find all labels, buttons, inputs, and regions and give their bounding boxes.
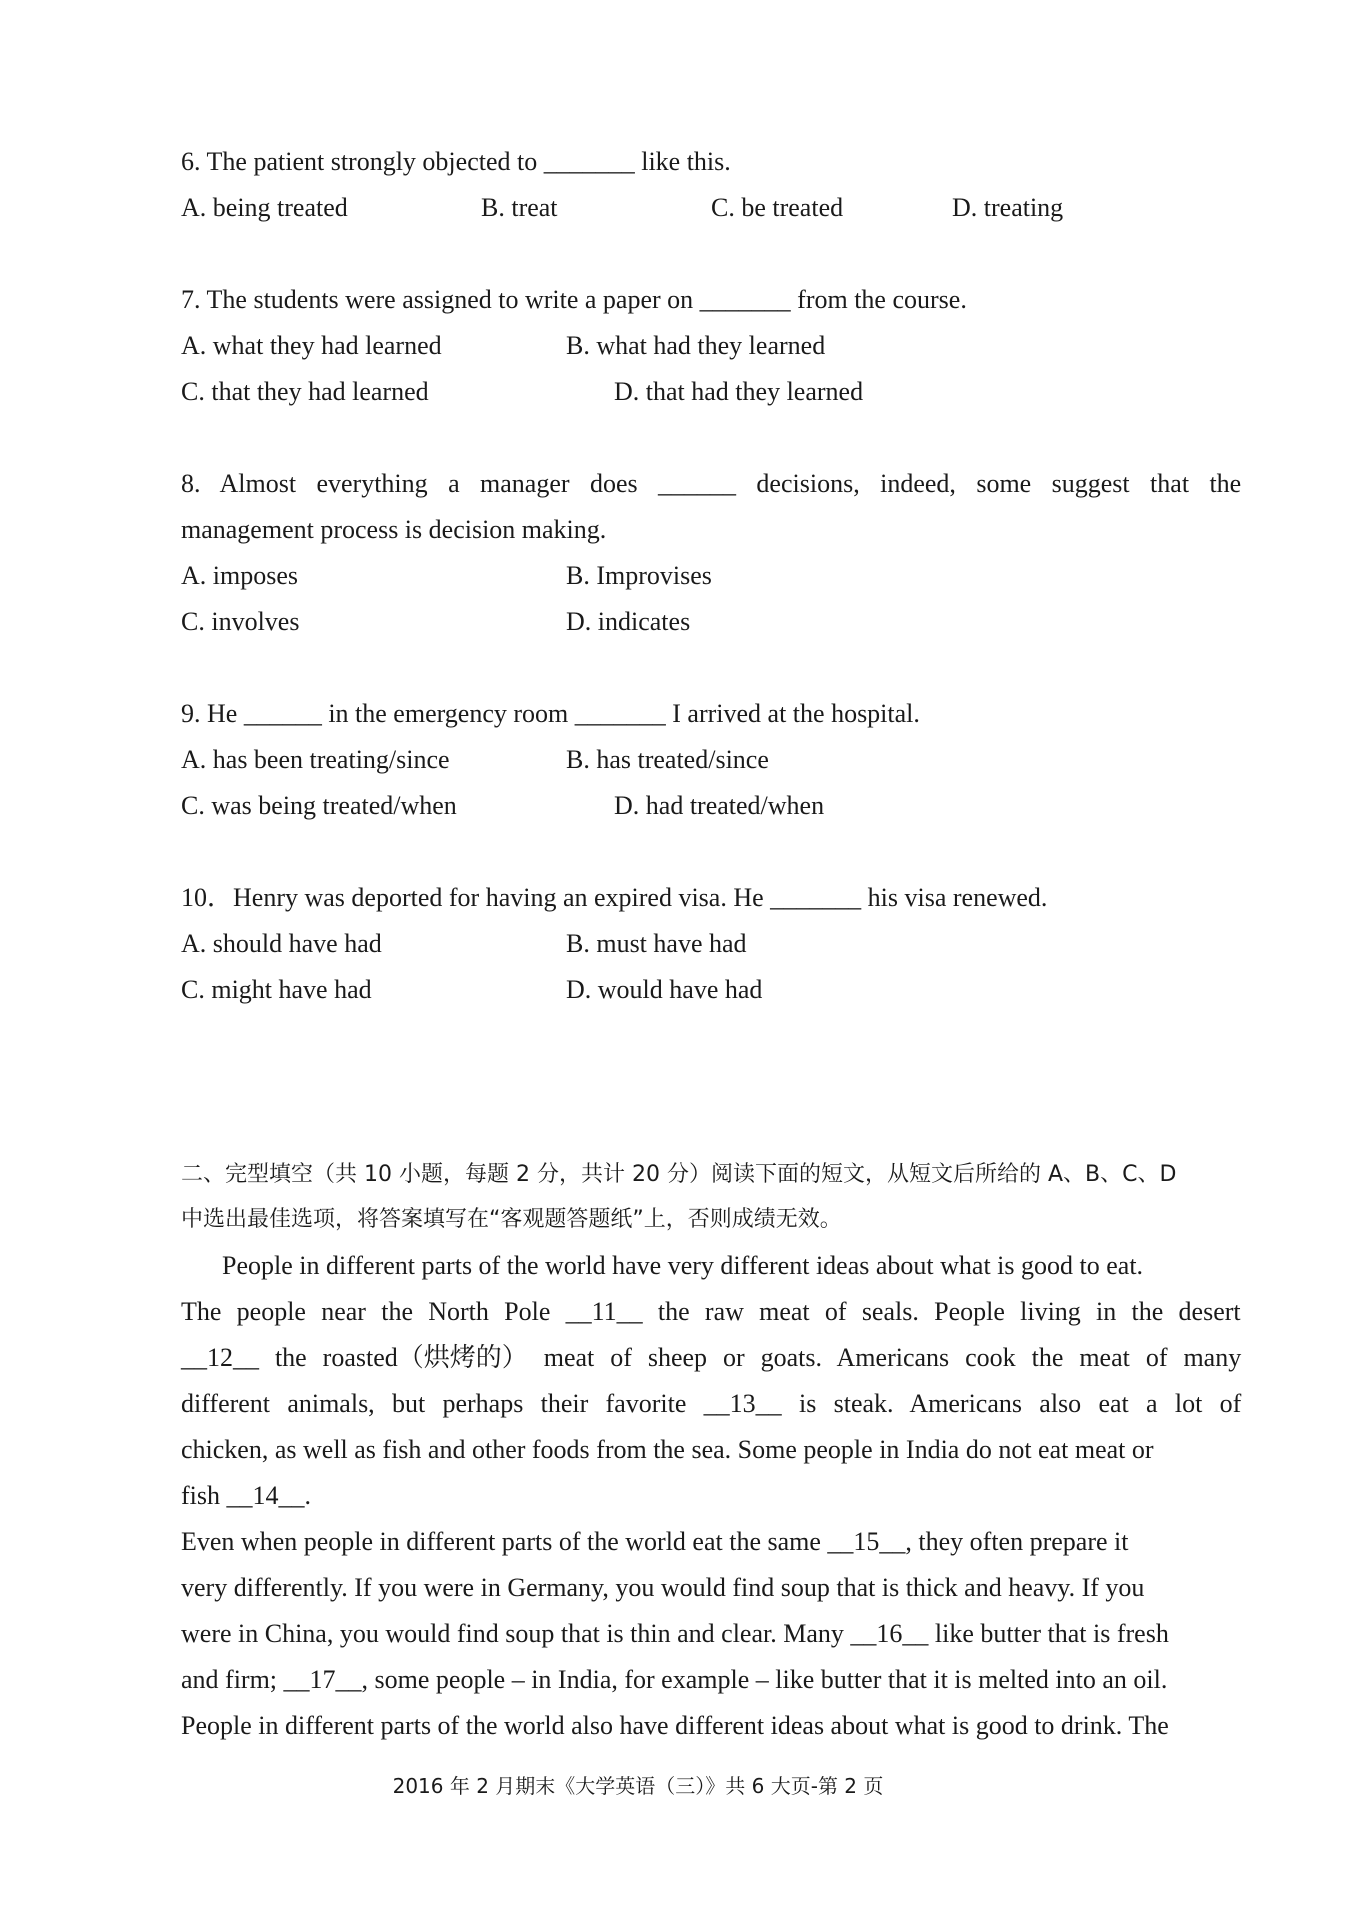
passage-line-9: were in China, you would find soup that is thin and clear. Many __16__ like butter that is fresh: [181, 1619, 1169, 1648]
question-10-option-c: C. might have had: [181, 975, 372, 1004]
question-10-option-d: D. would have had: [566, 975, 763, 1004]
passage-line-4: different animals, but perhaps their favorite __13__ is steak. Americans also eat a lot of: [181, 1389, 1242, 1418]
passage-line-8: very differently. If you were in Germany, you would find soup that is thick and heavy. If you: [181, 1573, 1145, 1602]
question-9-option-d: D. had treated/when: [614, 791, 825, 820]
question-9-option-c: C. was being treated/when: [181, 791, 457, 820]
passage-line-3: __12__ the roasted（烘烤的） meat of sheep or goats. Americans cook the meat of many: [181, 1343, 1242, 1372]
question-8-option-d: D. indicates: [566, 607, 691, 636]
passage-line-7: Even when people in different parts of the world eat the same __15__, they often prepare it: [181, 1527, 1129, 1556]
question-9-option-a: A. has been treating/since: [181, 745, 450, 774]
question-8-option-a: A. imposes: [181, 561, 298, 590]
question-6-option-d: D. treating: [952, 193, 1064, 222]
page-footer-text: 2016 年 2 月期末《大学英语（三）》共 6 大页-第 2 页: [392, 1774, 884, 1798]
question-7-stem: 7. The students were assigned to write a paper on _______ from the course.: [181, 285, 967, 314]
question-8-option-c: C. involves: [181, 607, 300, 636]
question-9-option-b: B. has treated/since: [566, 745, 769, 774]
question-6-option-b: B. treat: [481, 193, 558, 222]
section-2-heading-line2: 中选出最佳选项，将答案填写在“客观题答题纸”上，否则成绩无效。: [181, 1207, 842, 1232]
question-7-option-b: B. what had they learned: [566, 331, 826, 360]
passage-line-11: People in different parts of the world also have different ideas about what is good to drink. The: [181, 1711, 1169, 1740]
passage-line-10: and firm; __17__, some people – in India, for example – like butter that it is melted into an oil.: [181, 1665, 1168, 1694]
question-10-stem: 10．Henry was deported for having an expired visa. He _______ his visa renewed.: [181, 883, 1048, 912]
question-8-stem-line1: 8. Almost everything a manager does ______ decisions, indeed, some suggest that the: [181, 469, 1242, 498]
question-7-option-d: D. that had they learned: [614, 377, 864, 406]
question-7-option-c: C. that they had learned: [181, 377, 429, 406]
passage-line-5: chicken, as well as fish and other foods from the sea. Some people in India do not eat meat or: [181, 1435, 1154, 1464]
passage-line-2: The people near the North Pole __11__ the raw meat of seals. People living in the desert: [181, 1297, 1241, 1326]
question-10-option-b: B. must have had: [566, 929, 747, 958]
question-8-option-b: B. Improvises: [566, 561, 712, 590]
question-7-option-a: A. what they had learned: [181, 331, 442, 360]
question-6-option-a: A. being treated: [181, 193, 348, 222]
section-2-heading-line1: 二、完型填空（共 10 小题，每题 2 分，共计 20 分）阅读下面的短文，从短文后所给的 A、B、C、D: [181, 1162, 1177, 1187]
question-10-option-a: A. should have had: [181, 929, 382, 958]
question-6-stem: 6. The patient strongly objected to _______ like this.: [181, 147, 731, 176]
passage-line-1: People in different parts of the world have very different ideas about what is good to eat.: [222, 1251, 1144, 1280]
question-6-option-c: C. be treated: [711, 193, 844, 222]
page-footer: [0, 1772, 1360, 1800]
question-8-stem-line2: management process is decision making.: [181, 515, 607, 544]
question-9-stem: 9. He ______ in the emergency room _______ I arrived at the hospital.: [181, 699, 920, 728]
passage-line-6: fish __14__.: [181, 1481, 311, 1510]
